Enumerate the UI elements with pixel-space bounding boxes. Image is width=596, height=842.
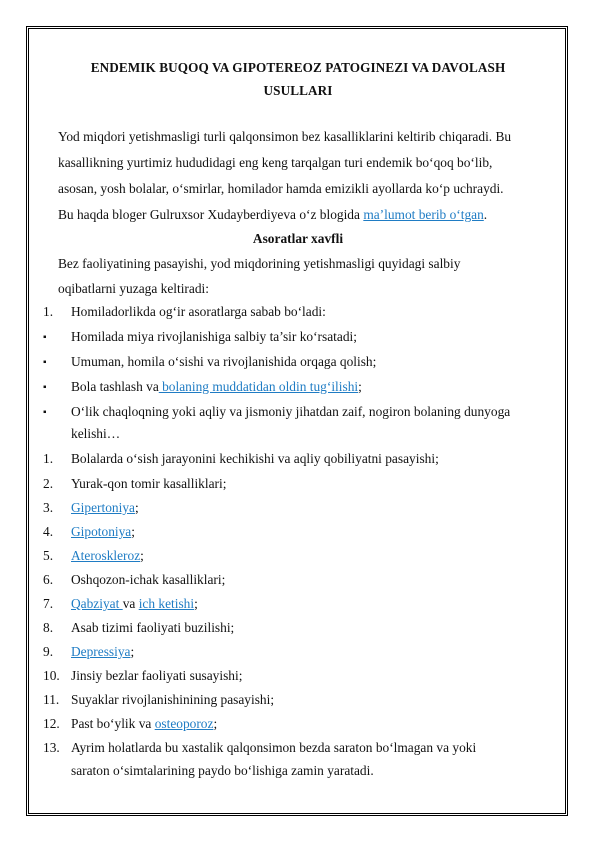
list-punct: ; — [134, 500, 139, 515]
list-text: va — [122, 596, 139, 611]
list-number: 13. — [43, 740, 60, 755]
list-punct: ; — [131, 524, 135, 539]
list-number: 3. — [43, 500, 54, 515]
list-number: 6. — [43, 572, 54, 587]
list-item: Homiladorlikda og‘ir asoratlarga sabab bo‘ladi: — [71, 304, 326, 319]
list-punct: ; — [213, 716, 218, 731]
list-number: 2. — [43, 476, 54, 491]
list-number: 9. — [43, 644, 54, 659]
list-item — [71, 644, 134, 660]
list-item: Yurak-qon tomir kasalliklari; — [71, 476, 227, 491]
qabziyat-link[interactable]: Qabziyat — [71, 596, 123, 611]
depressiya-link[interactable]: Depressiya — [71, 644, 131, 659]
list-item — [71, 500, 139, 516]
list-item — [71, 548, 144, 564]
gipotoniya-link[interactable]: Gipotoniya — [71, 524, 132, 539]
section-heading: Asoratlar xavfli — [252, 231, 344, 246]
bullet-item: O‘lik chaqloqning yoki aqliy va jismoniy jihatdan zaif, nogiron bolaning dunyoga — [71, 404, 511, 419]
intro-line: kasallikning yurtimiz hududidagi eng keng tarqalgan turi endemik bo‘qoq bo‘lib, — [58, 155, 493, 170]
bullet-item — [71, 379, 362, 395]
bullet-item: Homilada miya rivojlanishiga salbiy ta’sir ko‘rsatadi; — [71, 329, 357, 344]
list-item: Ayrim holatlarda bu xastalik qalqonsimon bezda saraton bo‘lmagan va yoki — [71, 740, 477, 755]
list-number: 7. — [43, 596, 54, 611]
list-item: Bolalarda o‘sish jarayonini kechikishi va aqliy qobiliyatni pasayishi; — [71, 451, 439, 466]
list-number: 1. — [43, 304, 54, 319]
bullet-icon: ▪ — [43, 357, 47, 368]
gipertoniya-link[interactable]: Gipertoniya — [71, 500, 135, 515]
intro-line: Yod miqdori yetishmasligi turli qalqonsimon bez kasalliklarini keltirib chiqaradi. Bu — [58, 129, 512, 144]
list-number: 4. — [43, 524, 54, 539]
list-item — [71, 596, 198, 612]
document-title-line1: ENDEMIK BUQOQ VA GIPOTEREOZ PATOGINEZI VA DAVOLASH — [90, 60, 506, 75]
section-intro-line: oqibatlarni yuzaga keltiradi: — [58, 281, 209, 296]
list-item: Oshqozon-ichak kasalliklari; — [71, 572, 226, 587]
bullet-item-continuation: kelishi… — [71, 426, 121, 441]
section-intro-line: Bez faoliyatining pasayishi, yod miqdorining yetishmasligi quyidagi salbiy — [58, 256, 461, 271]
blog-link[interactable]: ma’lumot berib o‘tgan — [363, 207, 484, 222]
premature-birth-link[interactable]: bolaning muddatidan oldin tug‘ilishi — [158, 379, 359, 394]
list-item — [71, 716, 217, 732]
list-punct: ; — [130, 644, 135, 659]
bullet-icon: ▪ — [43, 332, 47, 343]
ich-ketishi-link[interactable]: ich ketishi — [138, 596, 195, 611]
osteoporoz-link[interactable]: osteoporoz — [154, 716, 214, 731]
list-number: 1. — [43, 451, 54, 466]
list-punct: ; — [194, 596, 198, 611]
list-text: Past bo‘ylik va — [71, 716, 155, 731]
bullet-item: Umuman, homila o‘sishi va rivojlanishida orqaga qolish; — [71, 354, 377, 369]
intro-text: Bu haqda bloger Gulruxsor Xudayberdiyeva o‘z blogida — [58, 207, 364, 222]
list-number: 11. — [43, 692, 60, 707]
list-item: Suyaklar rivojlanishinining pasayishi; — [71, 692, 275, 707]
bullet-punct: ; — [358, 379, 362, 394]
list-punct: ; — [140, 548, 144, 563]
list-number: 5. — [43, 548, 54, 563]
bullet-icon: ▪ — [43, 382, 47, 393]
list-number: 10. — [43, 668, 60, 683]
list-item-continuation: saraton o‘simtalarining paydo bo‘lishiga zamin yaratadi. — [71, 763, 374, 778]
list-item: Jinsiy bezlar faoliyati susayishi; — [71, 668, 243, 683]
ateroskleroz-link[interactable]: Ateroskleroz — [71, 548, 141, 563]
list-number: 8. — [43, 620, 54, 635]
bullet-icon: ▪ — [43, 407, 47, 418]
document-title-line2: USULLARI — [263, 83, 333, 98]
intro-punct: . — [483, 207, 488, 222]
bullet-text: Bola tashlash va — [71, 379, 159, 394]
intro-line: asosan, yosh bolalar, o‘smirlar, homilador hamda emizikli ayollarda ko‘p uchraydi. — [58, 181, 504, 196]
list-number: 12. — [43, 716, 60, 731]
intro-line — [58, 207, 487, 223]
list-item: Asab tizimi faoliyati buzilishi; — [71, 620, 235, 635]
list-item — [71, 524, 135, 540]
